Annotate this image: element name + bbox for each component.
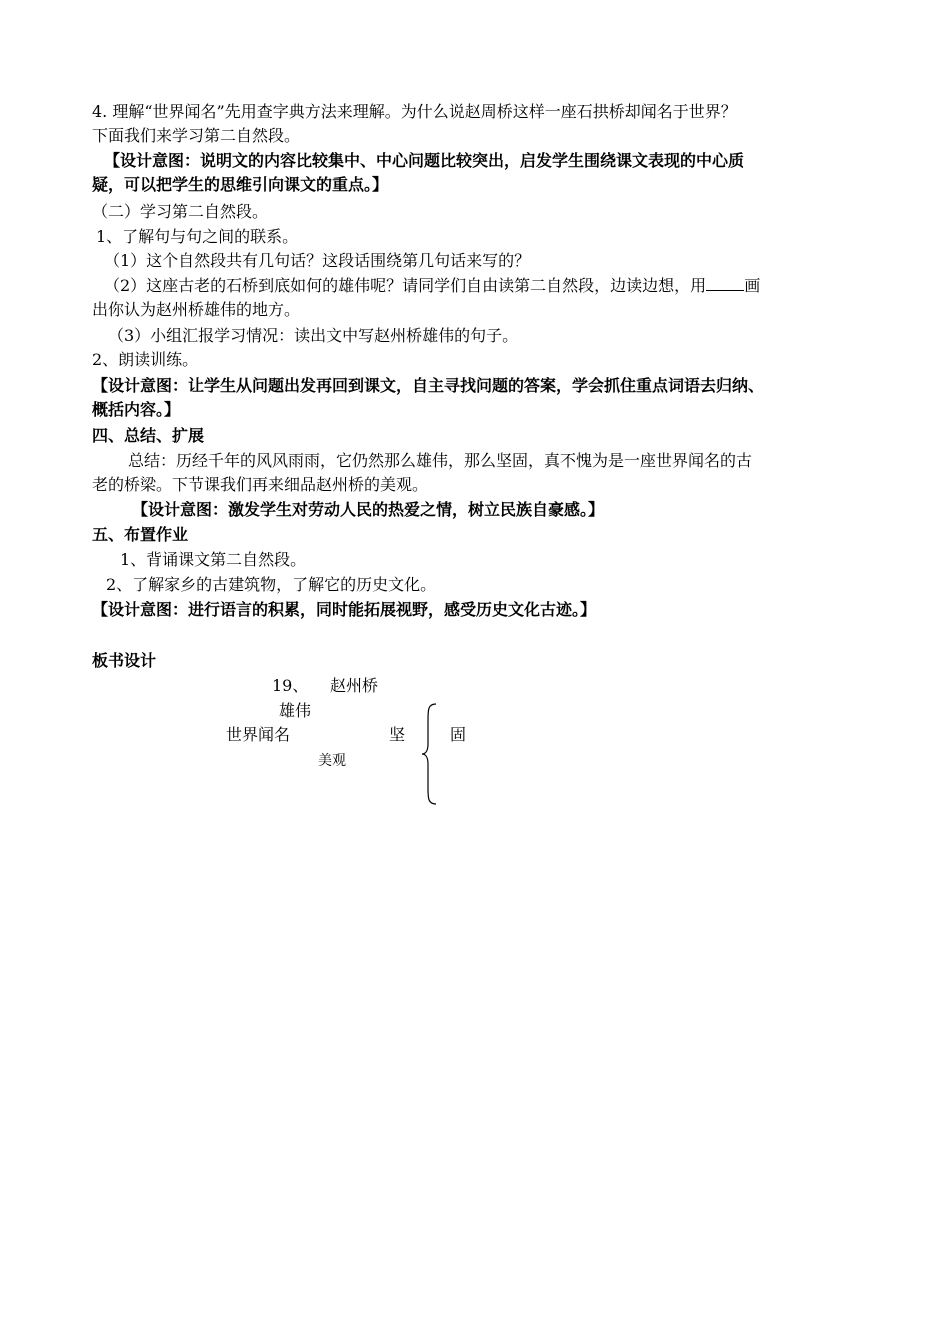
design-intent-line: 【设计意图：激发学生对劳动人民的热爱之情，树立民族自豪感。】 — [132, 500, 605, 519]
paragraph-line: 老的桥梁。下节课我们再来细品赵州桥的美观。 — [92, 475, 429, 494]
paragraph-line: 总结：历经千年的风风雨雨，它仍然那么雄伟，那么坚固，真不愧为是一座世界闻名的古 — [128, 451, 753, 470]
board-word: 雄伟 — [279, 701, 312, 720]
paragraph-line — [104, 274, 760, 298]
board-design-heading: 板书设计 — [92, 651, 157, 670]
paragraph-line: 2、了解家乡的古建筑物，了解它的历史文化。 — [106, 575, 437, 594]
paragraph-line: 下面我们来学习第二自然段。 — [92, 126, 301, 145]
board-title: 赵州桥 — [330, 676, 379, 695]
paragraph-text: （2）这座古老的石桥到底如何的雄伟呢？请同学们自由读第二自然段，边读边想，用 — [104, 276, 707, 295]
paragraph-text: 画 — [744, 276, 761, 295]
board-word: 美观 — [318, 753, 346, 769]
underline-blank — [706, 276, 744, 291]
paragraph-line: 1、了解句与句之间的联系。 — [96, 227, 299, 246]
section-heading: 五、布置作业 — [92, 525, 189, 544]
design-intent-line: 概括内容。】 — [92, 400, 181, 419]
design-intent-line: 【设计意图：进行语言的积累，同时能拓展视野，感受历史文化古迹。】 — [92, 600, 597, 619]
paragraph-line: 1、背诵课文第二自然段。 — [120, 550, 307, 569]
board-word: 世界闻名 — [226, 725, 291, 744]
paragraph-line: 4. 理解“世界闻名”先用查字典方法来理解。为什么说赵周桥这样一座石拱桥却闻名于世界？ — [92, 102, 737, 121]
paragraph-line: （3）小组汇报学习情况：读出文中写赵州桥雄伟的句子。 — [108, 326, 519, 345]
board-word: 固 — [450, 725, 467, 744]
paragraph-line: （1）这个自然段共有几句话？这段话围绕第几句话来写的？ — [104, 251, 531, 270]
section-heading: 四、总结、扩展 — [92, 426, 205, 445]
design-intent-line: 【设计意图：说明文的内容比较集中、中心问题比较突出，启发学生围绕课文表现的中心质 — [104, 151, 745, 170]
lesson-number: 19、 — [272, 676, 309, 695]
design-intent-line: 【设计意图：让学生从问题出发再回到课文，自主寻找问题的答案，学会抓住重点词语去归纳、 — [92, 376, 765, 395]
design-intent-line: 疑，可以把学生的思维引向课文的重点。】 — [92, 175, 389, 194]
brace-icon — [420, 702, 440, 806]
paragraph-line: 2、朗读训练。 — [92, 350, 199, 369]
board-word: 坚 — [389, 725, 406, 744]
paragraph-line: 出你认为赵州桥雄伟的地方。 — [92, 300, 301, 319]
section-subheading: （二）学习第二自然段。 — [92, 202, 269, 221]
